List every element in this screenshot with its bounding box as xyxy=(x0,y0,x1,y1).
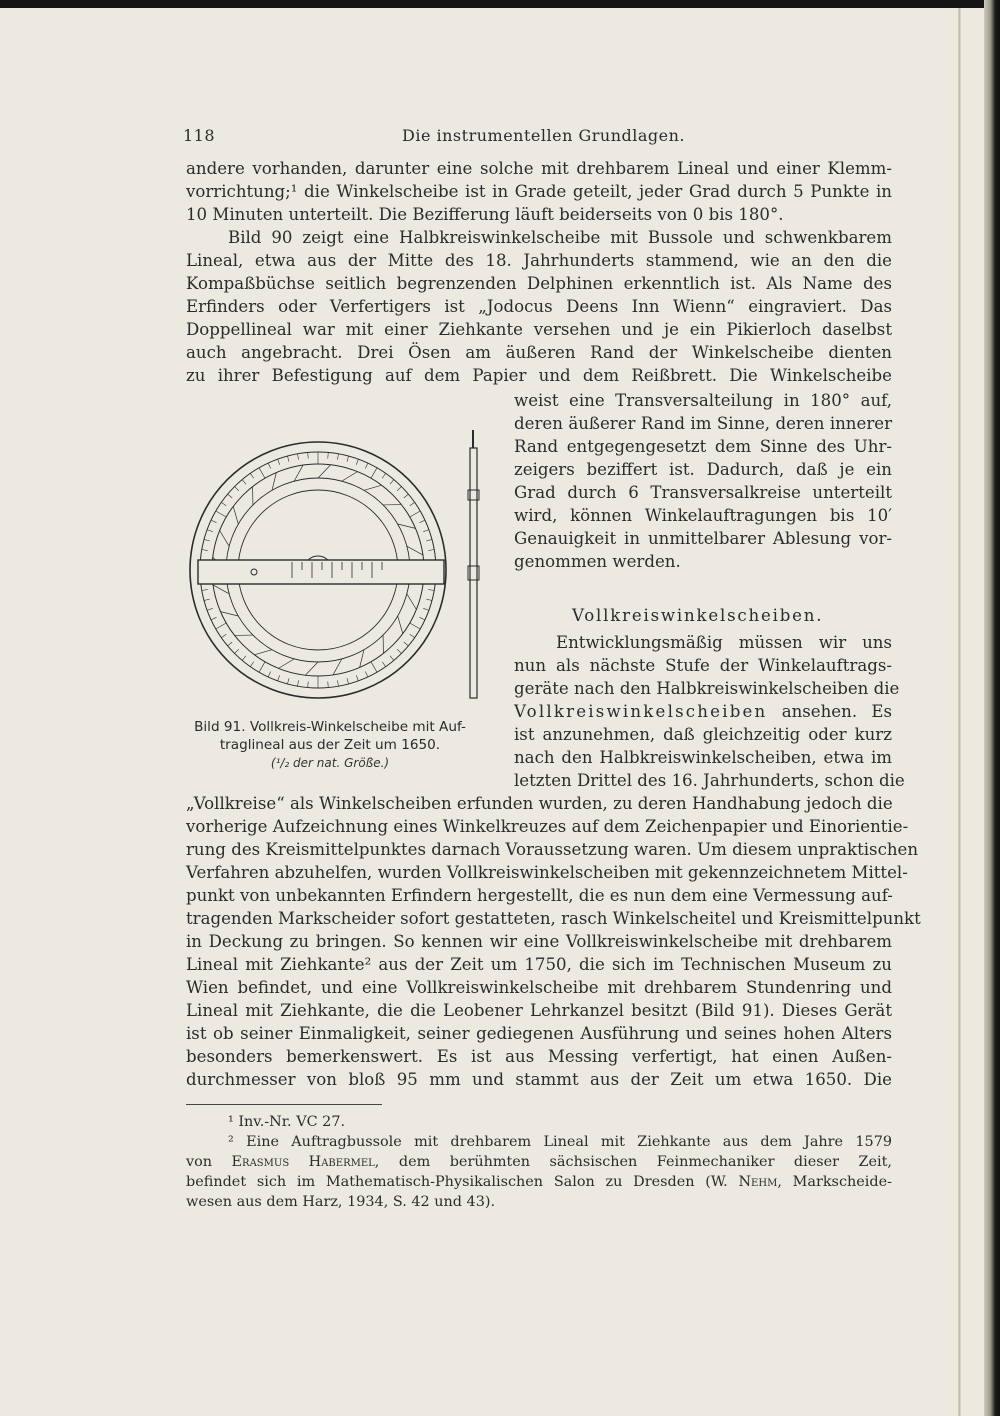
transversal-line xyxy=(333,659,342,675)
scale-tick xyxy=(207,530,213,532)
text-line: geräte nach den Halbkreiswinkelscheiben die xyxy=(514,679,900,698)
text-line: Lineal, etwa aus der Mitte des 18. Jahrhunderts stammend, wie an den die xyxy=(186,251,892,270)
text-fragment: , dem berühmten sächsischen Feinmechaniker dieser Zeit, xyxy=(374,1154,893,1170)
transversal-line xyxy=(254,650,272,655)
scale-tick xyxy=(298,454,299,460)
transversal-line xyxy=(213,585,229,594)
text-line: nun als nächste Stufe der Winkelauftrags- xyxy=(514,656,892,675)
footnote-1: ¹ Inv.-Nr. VC 27. xyxy=(228,1114,346,1130)
scale-tick xyxy=(221,634,226,637)
transversal-line xyxy=(272,473,276,491)
text-line: wird, können Winkelauftragungen bis 10′ xyxy=(514,506,892,525)
scale-tick xyxy=(268,463,271,468)
text-fragment: befindet sich im Mathematisch-Physikalischen Salon zu Dresden (W. xyxy=(186,1174,739,1190)
scale-tick xyxy=(356,675,358,681)
text-line: 10 Minuten unterteilt. Die Bezifferung läuft beiderseits von 0 bis 180°. xyxy=(186,205,784,224)
scale-tick xyxy=(228,494,233,498)
scale-tick xyxy=(420,520,425,523)
scale-tick xyxy=(207,608,213,610)
scale-tick xyxy=(287,456,289,462)
text-line: Rand entgegengesetzt dem Sinne des Uhr- xyxy=(514,437,892,456)
transversal-line xyxy=(364,485,382,490)
alidade-ruler xyxy=(198,560,444,584)
transversal-line xyxy=(305,662,318,675)
scale-tick xyxy=(428,589,434,590)
transversal-line xyxy=(233,506,238,524)
text-line: zu ihrer Befestigung auf dem Papier und dem Reißbrett. Die Winkelscheibe xyxy=(186,366,892,385)
text-line: Verfahren abzuhelfen, wurden Vollkreiswinkelscheiben mit gekennzeichnetem Mittel- xyxy=(186,863,908,882)
scale-tick xyxy=(228,642,233,646)
text-line: Erfinders oder Verfertigers ist „Jodocus Deens Inn Wienn“ eingraviert. Das xyxy=(186,297,892,316)
scale-tick xyxy=(390,656,394,661)
scale-tick xyxy=(204,539,210,541)
text-line: Genauigkeit in unmittelbarer Ablesung vor- xyxy=(514,529,892,548)
transversal-line xyxy=(294,465,303,481)
scale-tick xyxy=(426,539,432,541)
scale-tick xyxy=(426,599,432,601)
scale-tick xyxy=(382,662,385,667)
text-fragment: , Markscheide- xyxy=(777,1174,892,1190)
text-fragment: von xyxy=(186,1154,232,1170)
text-line: genommen werden. xyxy=(514,552,681,571)
scale-tick xyxy=(202,589,208,590)
text-line: Wien befindet, und eine Vollkreiswinkelscheibe mit drehbarem Stundenring und xyxy=(186,978,892,997)
text-line: tragenden Markscheider sofort gestatteten, rasch Winkelscheitel und Kreismittelpunkt xyxy=(186,909,921,928)
text-line: ist ob seiner Einmaligkeit, seiner gediegenen Ausführung und seines hohen Alters xyxy=(186,1024,892,1043)
scale-tick xyxy=(278,459,280,465)
transversal-line xyxy=(407,546,423,555)
text-line: ist anzunehmen, daß gleichzeitig oder kurz xyxy=(514,725,892,744)
scale-tick xyxy=(216,623,226,629)
scale-tick xyxy=(328,452,329,458)
scale-tick xyxy=(308,682,309,688)
scale-tick xyxy=(250,662,253,667)
scale-tick xyxy=(242,656,246,661)
author-name: Nehm xyxy=(738,1174,778,1190)
text-line: Kompaßbüchse seitlich begrenzenden Delphinen erkenntlich ist. Als Name des xyxy=(186,274,892,293)
scale-tick xyxy=(216,511,226,517)
scale-tick xyxy=(423,608,429,610)
scale-tick xyxy=(337,454,338,460)
scale-tick xyxy=(371,662,377,672)
scale-tick xyxy=(235,649,239,653)
scale-tick xyxy=(328,682,329,688)
scale-tick xyxy=(410,502,415,505)
scale-tick xyxy=(423,530,429,532)
footnote-2-line xyxy=(186,1172,892,1192)
scale-tick xyxy=(410,634,415,637)
text-fragment: ansehen. Es xyxy=(767,702,892,721)
text-line: Grad durch 6 Transversalkreise unterteilt xyxy=(514,483,892,502)
transversal-line xyxy=(220,531,230,547)
scale-tick xyxy=(221,502,226,505)
page-gutter-edge xyxy=(958,8,961,1416)
scale-tick xyxy=(382,473,385,478)
section-heading: Vollkreiswinkelscheiben. xyxy=(572,606,824,625)
running-head: Die instrumentellen Grundlagen. xyxy=(402,126,685,145)
text-line: Bild 90 zeigt eine Halbkreiswinkelscheibe mit Bussole und schwenkbarem xyxy=(228,228,892,247)
text-line: auch angebracht. Drei Ösen am äußeren Rand der Winkelscheibe dienten xyxy=(186,343,892,362)
transversal-line xyxy=(407,594,417,610)
scan-edge-shadow xyxy=(984,0,1000,1416)
text-line: Lineal mit Ziehkante, die die Leobener Lehrkanzel besitzt (Bild 91). Dieses Gerät xyxy=(186,1001,892,1020)
caption-line: traglineal aus der Zeit um 1650. xyxy=(219,737,441,753)
scale-tick xyxy=(211,617,216,620)
text-line: Entwicklungsmäßig müssen wir uns xyxy=(556,633,892,652)
text-line: andere vorhanden, darunter eine solche mit drehbarem Lineal und einer Klemm- xyxy=(186,159,892,178)
scale-tick xyxy=(235,487,239,491)
scale-tick xyxy=(404,642,409,646)
transversal-line xyxy=(279,659,295,669)
scale-tick xyxy=(242,480,246,485)
figure-scale-note: (¹/₂ der nat. Größe.) xyxy=(270,756,390,770)
scale-tick xyxy=(347,456,349,462)
transversal-line xyxy=(342,472,358,482)
scale-tick xyxy=(259,468,265,478)
text-line: rung des Kreismittelpunktes darnach Voraussetzung waren. Um diesem unpraktischen xyxy=(186,840,919,859)
scale-tick xyxy=(371,468,377,478)
scale-tick xyxy=(259,662,265,672)
author-name: Erasmus Habermel xyxy=(231,1154,375,1170)
scale-tick xyxy=(397,487,401,491)
text-line: besonders bemerkenswert. Es ist aus Messing verfertigt, hat einen Außen- xyxy=(186,1047,892,1066)
scale-tick xyxy=(204,599,210,601)
footnote-rule xyxy=(186,1104,382,1105)
scale-tick xyxy=(298,680,299,686)
scale-tick xyxy=(211,520,216,523)
text-line: durchmesser von bloß 95 mm und stammt aus der Zeit um etwa 1650. Die xyxy=(186,1070,892,1089)
scale-tick xyxy=(202,550,208,551)
text-line: vorrichtung;¹ die Winkelscheibe ist in Grade geteilt, jeder Grad durch 5 Punkte in xyxy=(186,182,892,201)
caption-line: Bild 91. Vollkreis-Winkelscheibe mit Auf- xyxy=(194,719,466,735)
text-line: zeigers beziffert ist. Dadurch, daß je ein xyxy=(514,460,892,479)
transversal-line xyxy=(398,524,416,528)
scale-tick xyxy=(356,459,358,465)
scale-tick xyxy=(410,511,420,517)
text-line: letzten Drittel des 16. Jahrhunderts, schon die xyxy=(514,771,905,790)
scale-tick xyxy=(390,480,394,485)
scale-tick xyxy=(428,550,434,551)
scale-tick xyxy=(397,649,401,653)
footnote-2-line xyxy=(186,1152,892,1172)
transversal-line xyxy=(360,650,364,668)
scale-tick xyxy=(337,680,338,686)
scale-tick xyxy=(365,463,368,468)
transversal-line xyxy=(221,612,239,616)
text-line: in Deckung zu bringen. So kennen wir eine Vollkreiswinkelscheibe mit drehbarem xyxy=(186,932,892,951)
scale-tick xyxy=(404,494,409,498)
scale-tick xyxy=(250,473,253,478)
scale-tick xyxy=(347,678,349,684)
text-line: Doppellineal war mit einer Ziehkante versehen und je ein Pikierloch daselbst xyxy=(186,320,892,339)
text-line: punkt von unbekannten Erfindern hergestellt, die es nun dem eine Vermessung auf- xyxy=(186,886,893,905)
side-ruler xyxy=(468,430,479,698)
protractor-figure xyxy=(184,420,494,710)
text-line: Lineal mit Ziehkante² aus der Zeit um 1750, die sich im Technischen Museum zu xyxy=(186,955,892,974)
spaced-term: Vollkreiswinkelscheiben xyxy=(514,702,768,721)
scale-tick xyxy=(278,675,280,681)
transversal-line xyxy=(318,465,331,478)
transversal-line xyxy=(398,616,403,634)
scale-tick xyxy=(365,672,368,677)
scale-tick xyxy=(287,678,289,684)
book-page xyxy=(0,8,986,1416)
text-line: deren äußerer Rand im Sinne, deren innerer xyxy=(514,414,892,433)
figure-caption xyxy=(186,718,474,754)
footnote-2-line: ² Eine Auftragbussole mit drehbarem Lineal mit Ziehkante aus dem Jahre 1579 xyxy=(228,1134,892,1150)
text-line: weist eine Transversalteilung in 180° auf, xyxy=(514,391,892,410)
page-number: 118 xyxy=(183,126,216,145)
text-line: „Vollkreise“ als Winkelscheiben erfunden wurden, zu deren Handhabung jedoch die xyxy=(186,794,893,813)
scale-tick xyxy=(268,672,271,677)
text-line xyxy=(514,700,892,723)
scale-tick xyxy=(410,623,420,629)
text-line: nach den Halbkreiswinkelscheiben, etwa im xyxy=(514,748,892,767)
scale-tick xyxy=(308,452,309,458)
footnote-2-line: wesen aus dem Harz, 1934, S. 42 und 43). xyxy=(186,1194,496,1210)
scale-tick xyxy=(420,617,425,620)
text-line: vorherige Aufzeichnung eines Winkelkreuzes auf dem Zeichenpapier und Einorientie- xyxy=(186,817,909,836)
